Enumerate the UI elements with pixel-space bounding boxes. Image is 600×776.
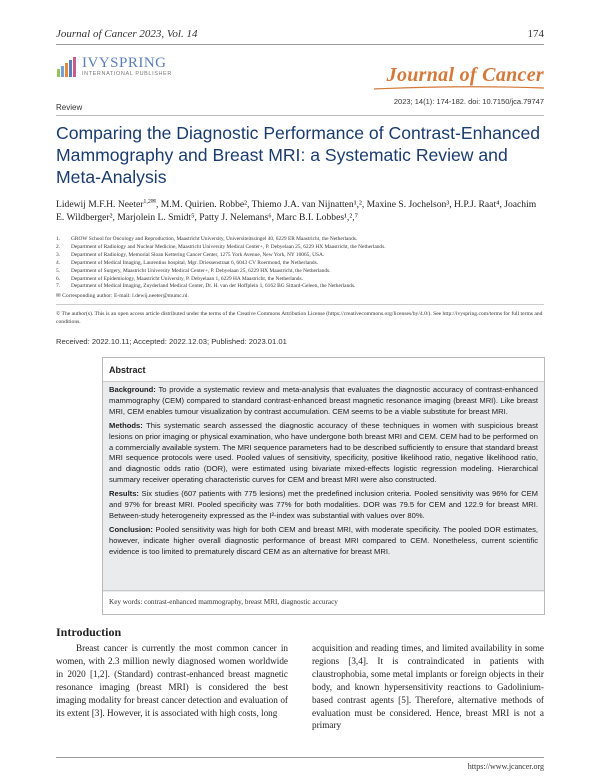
abstract-heading: Abstract <box>109 365 146 375</box>
affiliation-item: 3. Department of Radiology, Memorial Sloan Kettering Cancer Center, 1275 York Avenue, New York, NY 10065, USA. <box>56 251 325 258</box>
abstract-header <box>103 358 544 382</box>
license-rule <box>56 304 544 305</box>
abstract-results: Results: Six studies (607 patients with 775 lesions) met the predefined inclusion criteria. Pooled sensitivity was 96% for CEM and 97% for breast MRI. Pooled specificity was 77% for both modalities. DOR was 79.5 for CEM and 122.9 for breast MRI. Between-study heterogeneity expressed as the I²-index was substantial with values over 80%. <box>109 489 538 520</box>
citation: 2023; 14(1): 174-182. doi: 10.7150/jca.79747 <box>393 97 544 106</box>
article-title: Comparing the Diagnostic Performance of Contrast-Enhanced Mammography and Breast MRI: a Systematic Review and Meta-Analysis <box>56 123 541 187</box>
running-head <box>56 28 544 40</box>
keywords: Key words: contrast-enhanced mammography, breast MRI, diagnostic accuracy <box>103 590 544 614</box>
affiliation-list <box>56 236 546 291</box>
running-head-journal: Journal of Cancer 2023, Vol. 14 <box>56 28 198 40</box>
affiliation-item: 2. Department of Radiology and Nuclear Medicine, Maastricht University Medical Center+, P. Debyelaan 25, 6229 HX Maastricht, the Netherlands. <box>56 243 386 250</box>
corresponding-author[interactable]: ✉ Corresponding author: E-mail: l.dewij.neeter@mumc.nl. <box>56 293 189 299</box>
abstract-body <box>103 382 544 592</box>
first-author: Lidewij M.F.H. Neeter <box>56 199 144 211</box>
abstract-background: Background: To provide a systematic review and meta-analysis that evaluates the diagnostic accuracy of contrast-enhanced mammography (CEM) compared to standard contrast-enhanced breast magnetic resonance imaging (breast MRI). Like breast MRI, CEM enables tumour visualization by contrast accumulation. CEM seems to be a viable substitute for breast MRI. <box>109 385 538 416</box>
introduction-column-right: acquisition and reading times, and limited availability in some regions [3,4]. It is contraindicated in patients with claustrophobia, some metal implants or foreign objects in their body, and known hypersensitivity reactions to Gadolinium-based contrast agents [5]. Therefore, alternative methods of evaluation must be considered. Hence, breast MRI is not a primary <box>312 643 544 731</box>
publisher-subtitle: INTERNATIONAL PUBLISHER <box>82 71 172 78</box>
footer-rule <box>56 757 544 758</box>
first-author-affiliations: 1,2✉ <box>143 199 156 205</box>
article-type: Review <box>56 103 83 112</box>
publisher-logo-icon <box>56 56 78 78</box>
header-rule <box>56 44 544 45</box>
abstract-conclusion: Conclusion: Pooled sensitivity was high for both CEM and breast MRI, with moderate specificity. The pooled DOR estimates, however, indicate higher overall diagnostic performance of breast MRI compared to CEM. Nonetheless, current scientific evidence is too limited to prematurely discard CEM as an alternative for breast MRI. <box>109 524 538 556</box>
affiliation-item: 5. Department of Surgery, Maastricht University Medical Center+, P. Debyelaan 25, 6229 HX Maastricht, the Netherlands. <box>56 267 331 274</box>
abstract-methods: Methods: This systematic search assessed the diagnostic accuracy of these techniques in women with suspicious breast lesions on prior imaging or physical examination, who have undergone both breast MRI and CEM. CEM had to be performed on a commercially available system. The MRI sequence parameters had to be described sufficiently to ensure that standard breast MRI sequence protocols were used. Pooled values of sensitivity, specificity, positive likelihood ratio, negative likelihood ratio, and diagnostic odds ratio (DOR), were estimated using bivariate mixed-effects logistic regression modeling. Hierarchical summary receiver operating characteristic curves for CEM and breast MRI were also constructed. <box>109 420 538 485</box>
introduction-column-left: Breast cancer is currently the most common cancer in women, with 2.3 million newly diagnosed women worldwide in 2020 [1,2]. (Standard) contrast-enhanced breast magnetic resonance imaging (breast MRI) is considered the best imaging modality for breast cancer detection and evaluation of its extent [3]. However, it is associated with high costs, long <box>56 643 288 718</box>
other-authors: , M.M. Quirien. Robbe², Thiemo J.A. van Nijnatten¹,², Maxine S. Jochelson³, H.P.J. Raat⁴, Joachim E. Wildberger², Marjolein L. Smidt⁵, Patty J. Nelemans⁶, Marc B.I. Lobbes¹,²,⁷ <box>56 199 537 224</box>
affiliation-item: 1. GROW School for Oncology and Reproduction, Maastricht University, Universiteitssingel 40, 6229 ER Maastricht, the Netherlands. <box>56 236 358 242</box>
affiliation-item: 6. Department of Epidemiology, Maastricht University, P. Debyelaan 1, 6229 HA Maastricht, the Netherlands. <box>56 275 303 282</box>
introduction-heading: Introduction <box>56 625 122 639</box>
journal-logo-swoosh-icon <box>374 86 544 90</box>
abstract-box <box>102 357 545 615</box>
publisher-name: IVYSPRING <box>82 55 167 72</box>
publication-dates: Received: 2022.10.11; Accepted: 2022.12.03; Published: 2023.01.01 <box>56 337 287 346</box>
affiliation-item: 4. Department of Medical Imaging, Laurentius hospital, Mgr. Driessenstraat 6, 6043 CV Roermond, the Netherlands. <box>56 259 319 266</box>
footer-url[interactable]: https://www.jcancer.org <box>467 762 544 771</box>
page-number: 174 <box>527 28 544 40</box>
title-rule <box>56 115 544 116</box>
affiliation-item: 7. Department of Medical Imaging, Zuyderland Medical Center, Dr. H. van der Hoffplein 1, 6162 BG Sittard-Geleen, the Netherlands. <box>56 283 356 290</box>
author-list <box>56 196 546 224</box>
license-notice: © The author(s). This is an open access article distributed under the terms of the Creative Commons Attribution License (https://creativecommons.org/licenses/by/4.0/). See http://ivyspring.com/terms for full terms and conditions. <box>56 311 543 325</box>
journal-logo[interactable]: Journal of Cancer <box>386 64 544 86</box>
publisher-logo[interactable] <box>56 54 172 80</box>
